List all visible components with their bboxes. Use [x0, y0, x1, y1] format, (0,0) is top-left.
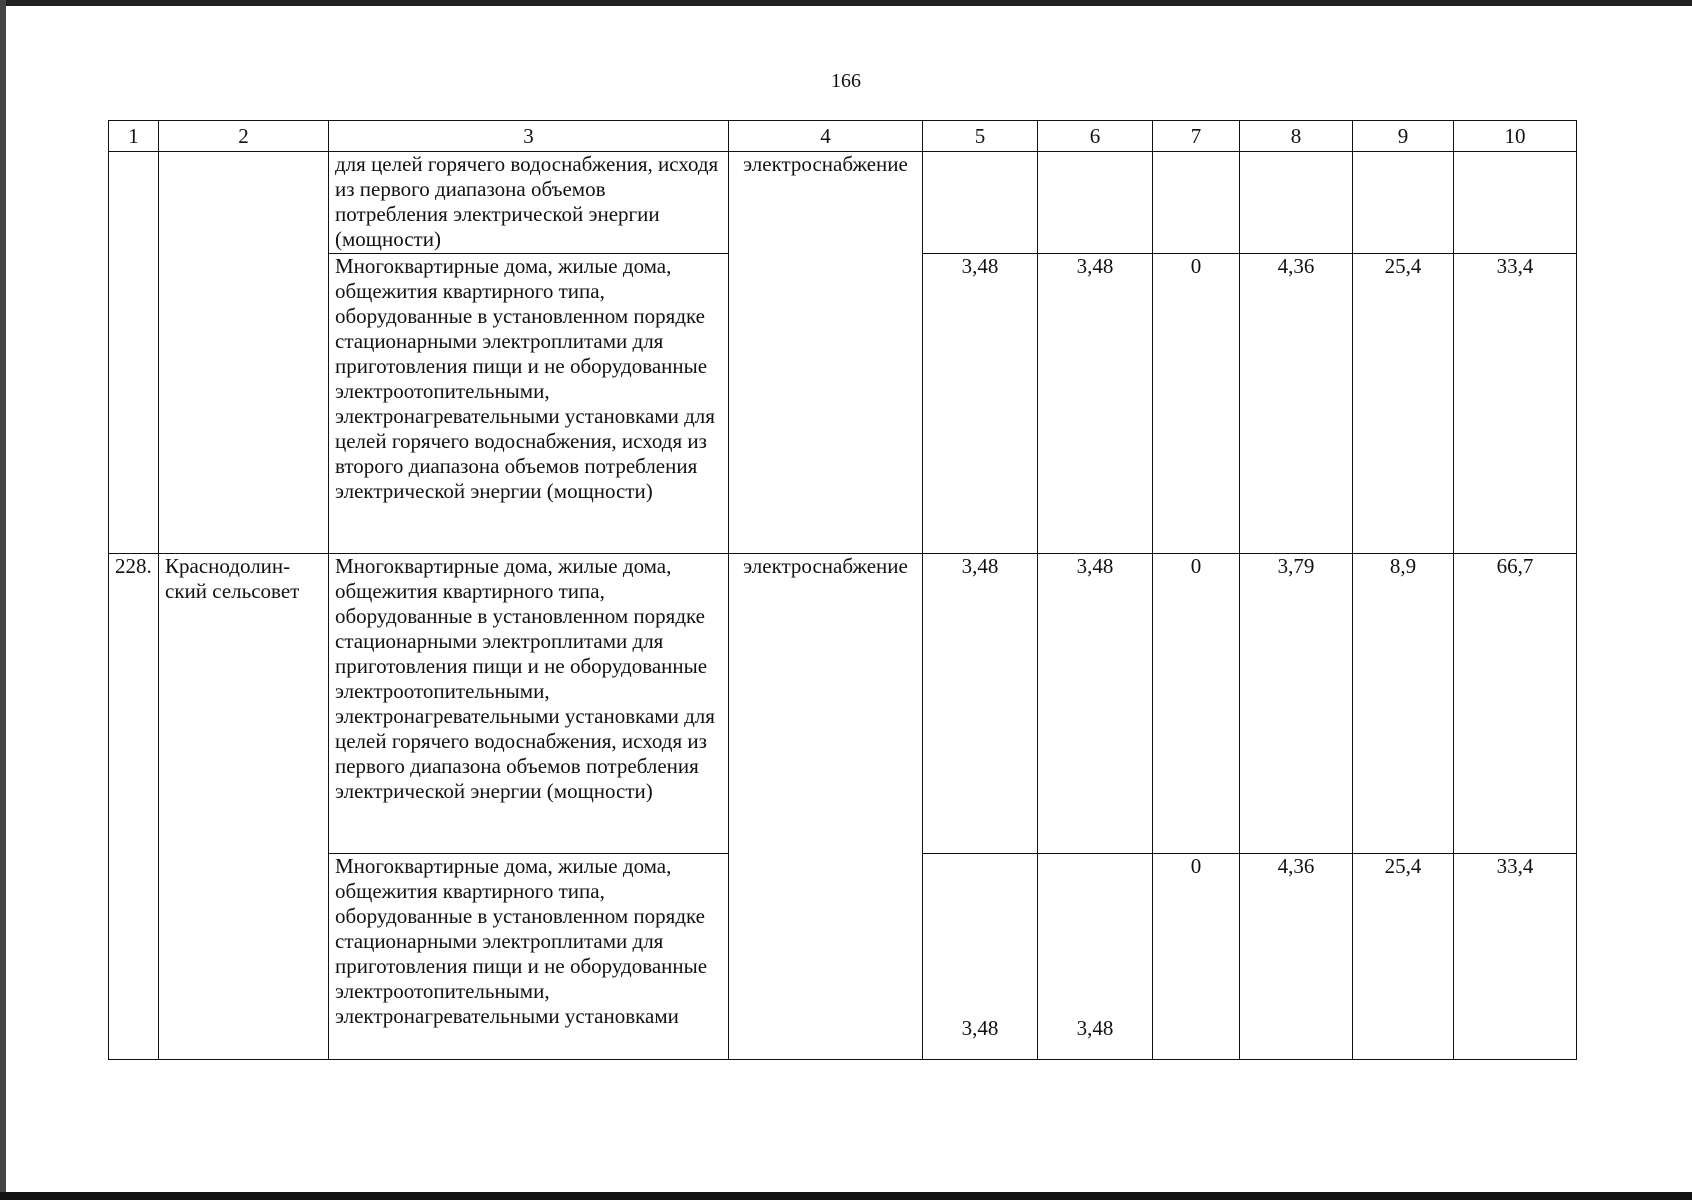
consumer-category-text: Многоквартирные дома, жилые дома, общежития квартирного типа, оборудованные в установленном порядке стационарными электроплитами для приготовления пищи и не оборудованные электроотопительными, электронагревательными установками — [335, 854, 708, 1028]
row-number: 228. — [109, 554, 159, 1060]
value-cell: 3,48 — [923, 854, 1038, 1060]
value-cell — [1454, 152, 1577, 254]
column-header: 8 — [1240, 121, 1353, 152]
value-cell: 3,79 — [1240, 554, 1353, 854]
value-cell: 3,48 — [923, 254, 1038, 554]
column-header: 7 — [1153, 121, 1240, 152]
table-row — [109, 152, 1577, 254]
value-cell: 0 — [1153, 854, 1240, 1060]
column-header: 9 — [1353, 121, 1454, 152]
value-cell: 4,36 — [1240, 854, 1353, 1060]
column-header: 10 — [1454, 121, 1577, 152]
header-row — [109, 121, 1577, 152]
scan-border-top — [0, 0, 1692, 6]
value-cell: 25,4 — [1353, 254, 1454, 554]
column-header: 5 — [923, 121, 1038, 152]
value-cell: 3,48 — [1038, 854, 1153, 1060]
table-row — [109, 554, 1577, 854]
settlement-name: Краснодолин-ский сельсовет — [159, 554, 329, 1060]
value-cell: 3,48 — [1038, 554, 1153, 854]
value-cell: 8,9 — [1353, 554, 1454, 854]
value-cell — [923, 152, 1038, 254]
column-header: 1 — [109, 121, 159, 152]
service-type: электроснабжение — [729, 554, 923, 1060]
tariff-table — [108, 120, 1577, 1060]
consumer-category: Многоквартирные дома, жилые дома, общежития квартирного типа, оборудованные в установленном порядке стационарными электроплитами для приготовления пищи и не оборудованные электроотопительными, электронагревательными установками для целей горячего водоснабжения, исходя из первого диапазона объемов потребления электрической энергии (мощности) — [329, 554, 729, 854]
settlement-name — [159, 152, 329, 554]
column-header: 6 — [1038, 121, 1153, 152]
value-cell — [1038, 152, 1153, 254]
scan-border-bottom — [0, 1192, 1692, 1200]
column-header: 2 — [159, 121, 329, 152]
consumer-category: для целей горячего водоснабжения, исходя из первого диапазона объемов потребления электрической энергии (мощности) — [329, 152, 729, 254]
value-cell — [1240, 152, 1353, 254]
value-cell: 4,36 — [1240, 254, 1353, 554]
value-cell — [1153, 152, 1240, 254]
value-cell: 3,48 — [923, 554, 1038, 854]
service-type: электроснабжение — [729, 152, 923, 554]
consumer-category — [329, 854, 729, 1060]
scan-border-left — [0, 0, 6, 1200]
value-cell: 0 — [1153, 254, 1240, 554]
value-cell: 0 — [1153, 554, 1240, 854]
value-cell — [1353, 152, 1454, 254]
value-cell: 66,7 — [1454, 554, 1577, 854]
value-cell: 3,48 — [1038, 254, 1153, 554]
row-number — [109, 152, 159, 554]
page-number: 166 — [831, 70, 861, 92]
consumer-category: Многоквартирные дома, жилые дома, общежития квартирного типа, оборудованные в установленном порядке стационарными электроплитами для приготовления пищи и не оборудованные электроотопительными, электронагревательными установками для целей горячего водоснабжения, исходя из второго диапазона объемов потребления электрической энергии (мощности) — [329, 254, 729, 554]
value-cell: 33,4 — [1454, 854, 1577, 1060]
value-cell: 25,4 — [1353, 854, 1454, 1060]
value-cell: 33,4 — [1454, 254, 1577, 554]
column-header: 4 — [729, 121, 923, 152]
column-header: 3 — [329, 121, 729, 152]
